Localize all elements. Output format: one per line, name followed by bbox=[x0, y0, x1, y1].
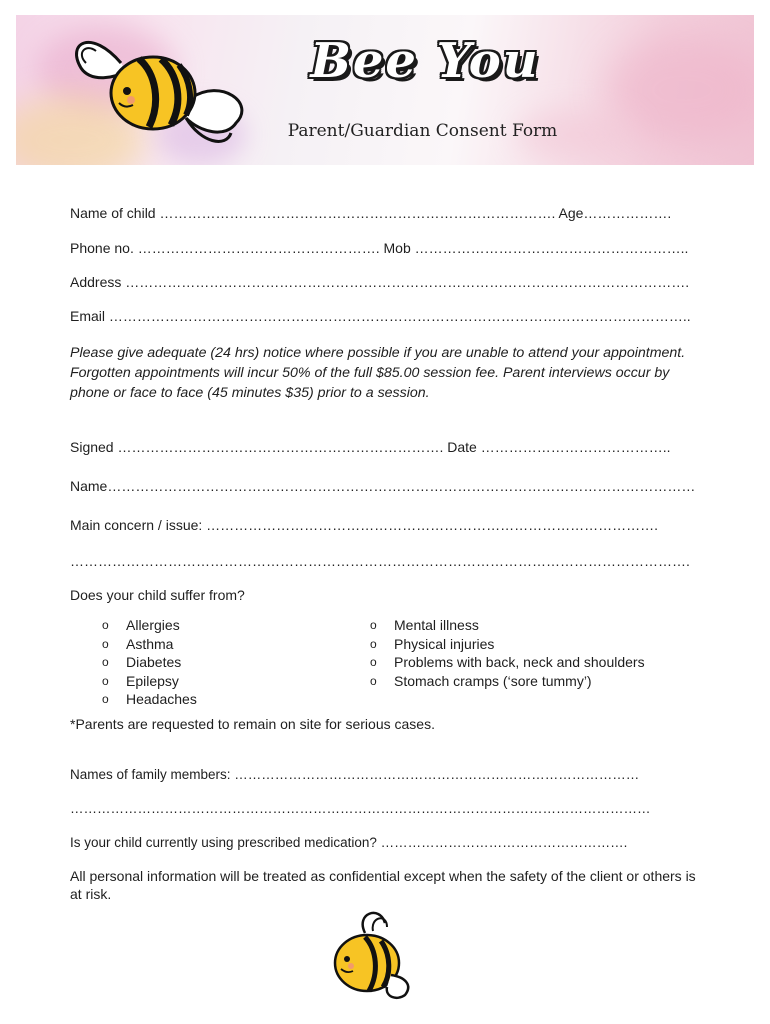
notice-text: Please give adequate (24 hrs) notice where possible if you are unable to attend your appointment. Forgotten appointments will incur 50% of the full $85.00 session fee. Parent interviews occur by phone or face to face (45 minutes $35) prior to a session. bbox=[70, 345, 686, 401]
main-concern-field[interactable]: Main concern / issue: ……………………………………………………………………………………. bbox=[70, 517, 659, 533]
bullet-icon: o bbox=[370, 673, 377, 688]
email-field[interactable]: Email …………………………………………………………………………………………………………….. bbox=[70, 308, 691, 324]
list-item[interactable]: o Allergies bbox=[102, 617, 180, 633]
medication-field[interactable]: Is your child currently using prescribed medication? ………………………………………………. bbox=[70, 835, 628, 850]
list-item[interactable]: o Headaches bbox=[102, 691, 197, 707]
list-item[interactable]: o Diabetes bbox=[102, 654, 182, 670]
list-item[interactable]: o Epilepsy bbox=[102, 672, 179, 689]
confidential-text: All personal information will be treated as confidential except when the safety of the client or others is at risk. bbox=[70, 868, 696, 902]
bullet-icon: o bbox=[102, 692, 109, 706]
page-title: Bee You bbox=[310, 33, 540, 89]
name-field[interactable]: Name……………………………………………………………………………………………………………… bbox=[70, 478, 696, 494]
page-subtitle: Parent/Guardian Consent Form bbox=[287, 121, 558, 141]
parents-note: *Parents are requested to remain on site for serious cases. bbox=[70, 716, 435, 732]
conditions-list-left bbox=[70, 616, 197, 709]
family-members-continuation[interactable]: ………………………………………………………………………………………………………………… bbox=[70, 801, 651, 816]
list-item[interactable]: o Stomach cramps (‘sore tummy’) bbox=[370, 672, 592, 689]
main-concern-continuation[interactable]: ……………………………………………………………………………………………………………………. bbox=[70, 553, 690, 569]
suffer-question: Does your child suffer from? bbox=[70, 587, 245, 603]
family-members-field[interactable]: Names of family members: ……………………………………………………………………………… bbox=[70, 767, 640, 782]
name-of-child-field[interactable]: Name of child …………………………………………………………………………. Age………………. bbox=[70, 205, 672, 221]
list-item[interactable]: o Mental illness bbox=[370, 617, 479, 633]
bullet-icon: o bbox=[102, 618, 109, 632]
header-banner bbox=[16, 15, 754, 165]
list-item[interactable]: o Problems with back, neck and shoulders bbox=[370, 654, 645, 670]
list-item[interactable]: o Asthma bbox=[102, 635, 174, 652]
address-field[interactable]: Address …………………………………………………………………………………………………………. bbox=[70, 274, 690, 290]
phone-field[interactable]: Phone no. ……………………………………………. Mob ………………………………………………….. bbox=[70, 240, 689, 256]
bee-icon bbox=[325, 905, 425, 1005]
bullet-icon: o bbox=[102, 655, 109, 669]
list-item[interactable]: o Physical injuries bbox=[370, 635, 495, 652]
bullet-icon: o bbox=[370, 655, 377, 669]
bullet-icon: o bbox=[370, 636, 377, 651]
signed-field[interactable]: Signed ……………………………………………………………. Date ………………………………….. bbox=[70, 439, 671, 455]
bullet-icon: o bbox=[102, 636, 109, 651]
bullet-icon: o bbox=[102, 673, 109, 688]
bullet-icon: o bbox=[370, 618, 377, 632]
conditions-list-right bbox=[338, 616, 645, 690]
